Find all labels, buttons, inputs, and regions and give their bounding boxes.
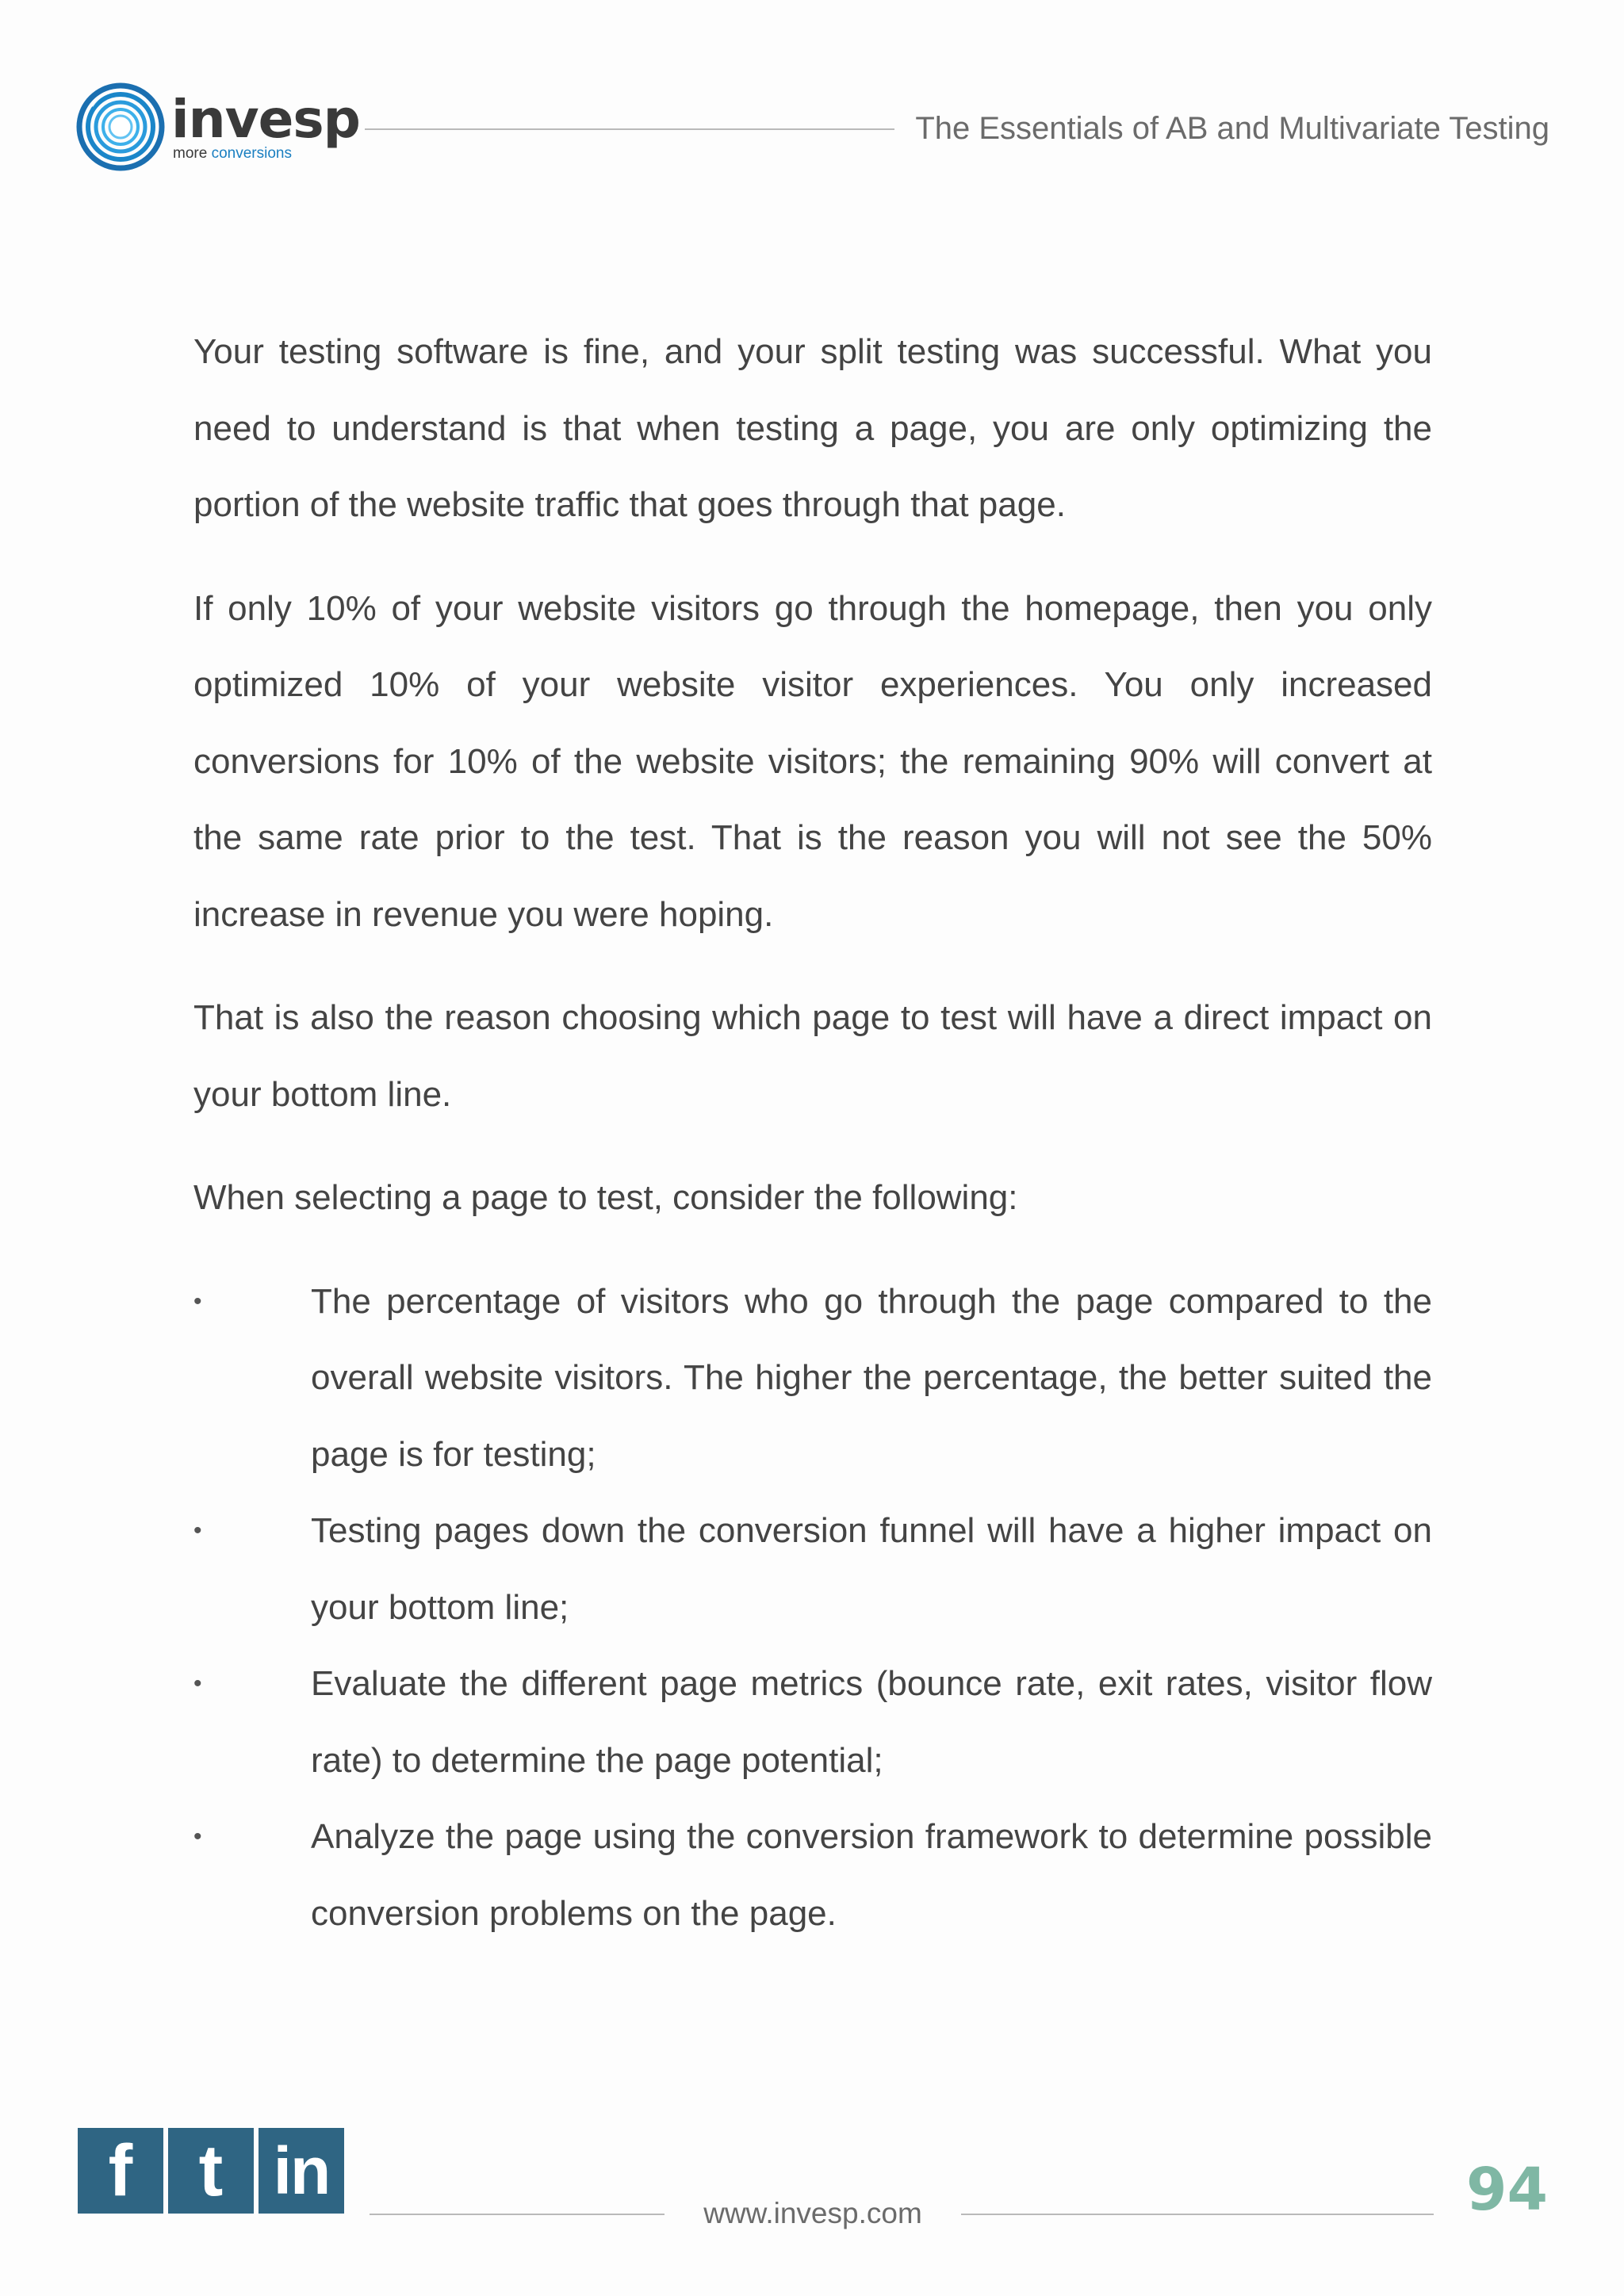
bullet-icon: • [193, 1517, 202, 1544]
document-title: The Essentials of AB and Multivariate Testing [915, 111, 1549, 146]
bullet-list [193, 1264, 1432, 1953]
website-link[interactable]: www.invesp.com [703, 2197, 922, 2229]
logo-tagline-accent: conversions [211, 145, 292, 162]
header-divider [365, 128, 894, 130]
logo-wordmark: invesp [171, 89, 360, 150]
paragraph: If only 10% of your website visitors go through the homepage, then you only optimized 10% of your website visitor experiences. You only increased conversions for 10% of the website visitors; the remaining 90% will convert at the same rate prior to the test. That is the reason you will not see the 50% increase in revenue you were hoping. [193, 588, 1432, 934]
bullet-icon: • [193, 1823, 202, 1850]
page-number: 94 [1466, 2156, 1548, 2224]
social-links [78, 2128, 344, 2214]
twitter-icon[interactable] [168, 2128, 254, 2214]
list-item-text: The percentage of visitors who go through the page compared to the overall website visitors. The higher the percentage, the better suited the page is for testing; [311, 1281, 1432, 1474]
page-content [193, 314, 1432, 1952]
paragraph: Your testing software is fine, and your split testing was successful. What you need to understand is that when testing a page, you are only optimizing the portion of the website traffic that goes through that page. [193, 332, 1432, 524]
paragraph: That is also the reason choosing which page to test will have a direct impact on your bottom line. [193, 998, 1432, 1114]
list-item [193, 1493, 1432, 1646]
invesp-ring-logo-icon [76, 82, 165, 171]
bullet-icon: • [193, 1288, 202, 1314]
logo-tagline [173, 146, 292, 162]
list-item [193, 1799, 1432, 1952]
list-item [193, 1264, 1432, 1494]
facebook-icon[interactable] [78, 2128, 163, 2214]
linkedin-icon[interactable] [259, 2128, 344, 2214]
list-item-text: Analyze the page using the conversion framework to determine possible conversion problems on the page. [311, 1817, 1432, 1933]
list-item-text: Evaluate the different page metrics (bounce rate, exit rates, visitor flow rate) to determine the page potential; [311, 1664, 1432, 1780]
twitter-glyph: t [198, 2130, 224, 2211]
logo-tagline-prefix: more [173, 145, 208, 162]
linkedin-glyph: in [273, 2133, 330, 2208]
facebook-glyph: f [108, 2130, 133, 2211]
footer-divider-right [961, 2214, 1434, 2215]
invesp-logo [76, 82, 360, 174]
footer-divider-left [370, 2214, 665, 2215]
paragraph: When selecting a page to test, consider the following: [193, 1178, 1018, 1217]
bullet-icon: • [193, 1670, 202, 1697]
list-item-text: Testing pages down the conversion funnel will have a higher impact on your bottom line; [311, 1511, 1432, 1627]
list-item [193, 1646, 1432, 1799]
